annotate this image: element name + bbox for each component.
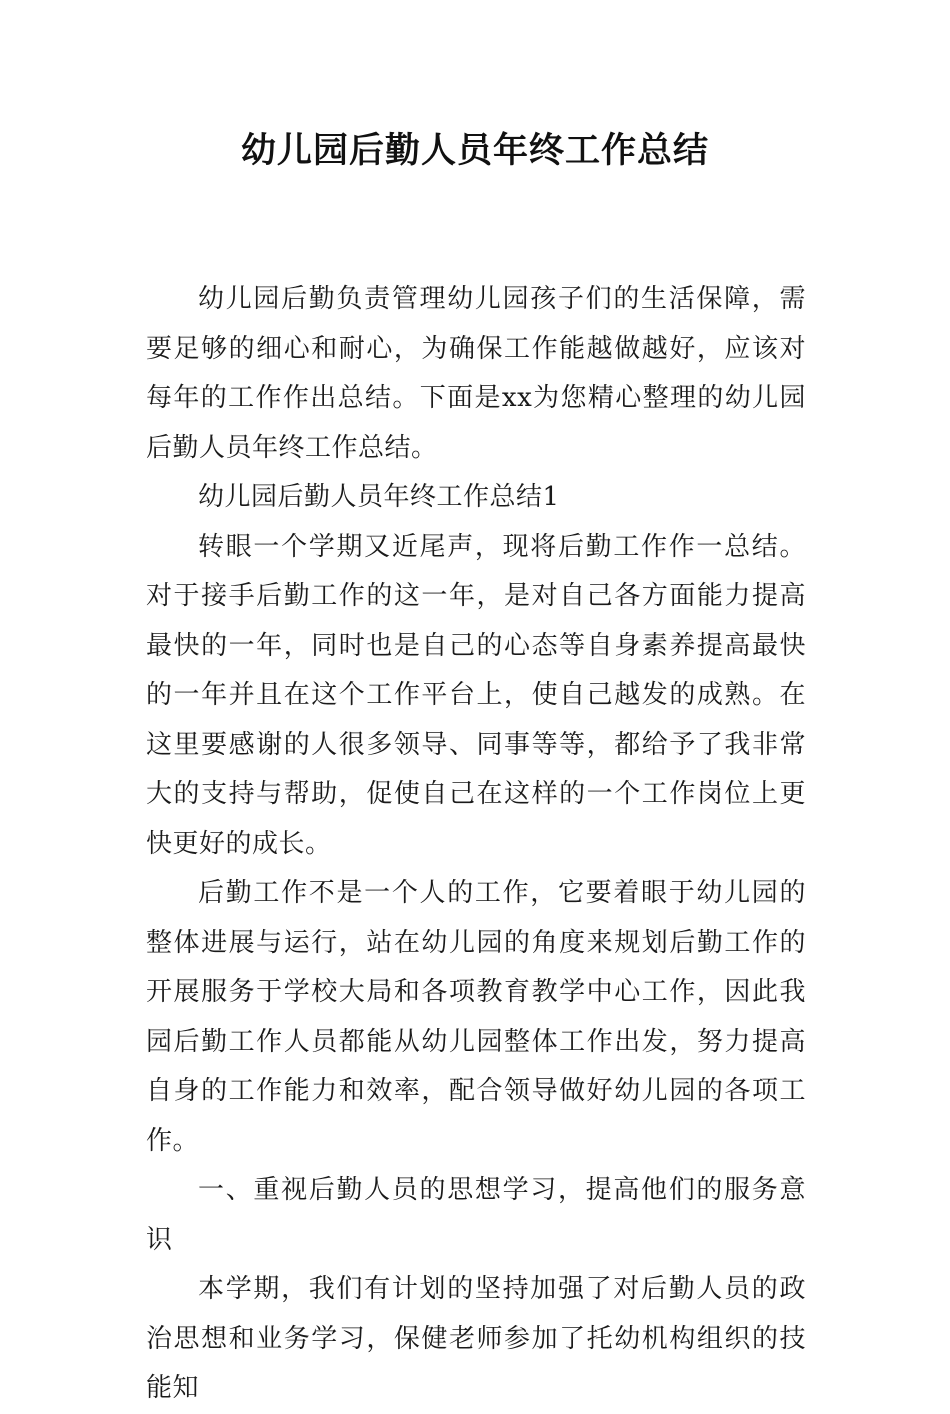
body-paragraph-3: 本学期，我们有计划的坚持加强了对后勤人员的政治思想和业务学习，保健老师参加了托幼机构组织的技能知 (146, 1274, 806, 1403)
document-title: 幼儿园后勤人员年终工作总结 (240, 131, 709, 171)
body-paragraph-1: 转眼一个学期又近尾声，现将后勤工作作一总结。对于接手后勤工作的这一年，是对自己各方面能力提高最快的一年，同时也是自己的心态等自身素养提高最快的一年并且在这个工作平台上，使自己越发的成熟。在这里要感谢的人很多领导、同事等等，都给予了我非常大的支持与帮助，促使自己在这样的一个工作岗位上更快更好的成长。 (146, 531, 806, 859)
body-paragraph-2: 后勤工作不是一个人的工作，它要着眼于幼儿园的整体进展与运行，站在幼儿园的角度来规划后勤工作的开展服务于学校大局和各项教育教学中心工作，因此我园后勤工作人员都能从幼儿园整体工作出发，努力提高自身的工作能力和效率，配合领导做好幼儿园的各项工作。 (146, 878, 806, 1156)
intro-paragraph: 幼儿园后勤负责管理幼儿园孩子们的生活保障，需要足够的细心和耐心，为确保工作能越做越好，应该对每年的工作作出总结。下面是xx为您精心整理的幼儿园后勤人员年终工作总结。 (146, 284, 806, 463)
document-body (146, 275, 806, 1414)
subheading-1: 一、重视后勤人员的思想学习，提高他们的服务意识 (146, 1175, 806, 1255)
section-heading-1: 幼儿园后勤人员年终工作总结1 (198, 482, 560, 512)
